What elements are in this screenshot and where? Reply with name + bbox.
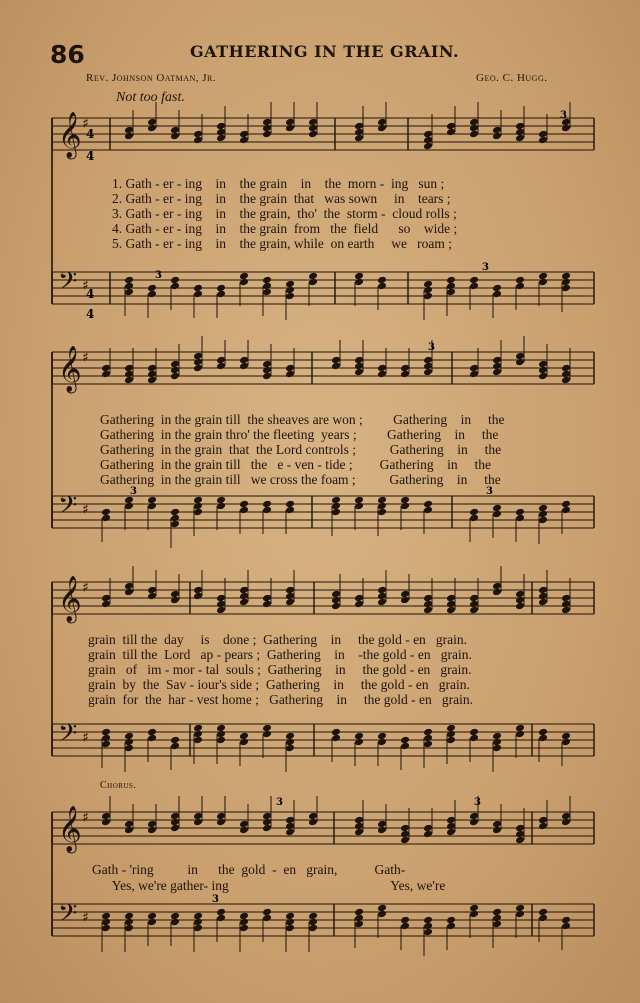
chorus-label: Chorus. — [100, 780, 137, 791]
note-head — [354, 600, 364, 609]
note-head — [492, 132, 502, 141]
tempo-marking: Not too fast. — [116, 90, 185, 105]
verse-line: 3. Gath - er - ing in the grain, tho' the storm - cloud rolls ; — [112, 206, 457, 221]
treble-clef-icon: 𝄞 — [58, 576, 82, 622]
note-head — [101, 370, 111, 379]
bass-clef-icon: 𝄢 — [58, 491, 78, 526]
tuplet-mark: 3 — [482, 262, 489, 273]
note-head — [423, 928, 433, 937]
tuplet-mark: 3 — [130, 486, 137, 497]
note-head — [308, 818, 318, 827]
note-head — [216, 134, 226, 143]
note-head — [147, 290, 157, 299]
note-head — [400, 742, 410, 751]
verse-line: 4. Gath - er - ing in the grain from the field so wide ; — [112, 221, 458, 236]
note-head — [239, 924, 249, 933]
verse-line: grain for the har - vest home ; Gathering in the gold - en grain. — [88, 692, 474, 707]
note-head — [538, 516, 548, 525]
note-head — [170, 132, 180, 141]
verse-line: Gathering in the grain thro' the fleeting years ; Gathering in the — [100, 427, 499, 442]
note-head — [193, 736, 203, 745]
note-head — [423, 292, 433, 301]
note-head — [216, 818, 226, 827]
note-head — [561, 818, 571, 827]
note-head — [377, 910, 387, 919]
note-head — [561, 376, 571, 385]
note-head — [538, 914, 548, 923]
key-sharp-icon: ♯ — [82, 350, 89, 366]
tuplet-mark: 3 — [155, 270, 162, 281]
verse-line: Gathering in the grain till the sheaves are won ; Gathering in the — [100, 412, 505, 427]
verse-line: 5. Gath - er - ing in the grain, while on earth we roam ; — [112, 236, 453, 251]
note-head — [216, 914, 226, 923]
treble-clef-icon: 𝄞 — [58, 112, 82, 158]
note-head — [147, 918, 157, 927]
note-head — [216, 290, 226, 299]
note-head — [469, 130, 479, 139]
note-head — [446, 128, 456, 137]
note-head — [239, 278, 249, 287]
note-head — [101, 924, 111, 933]
note-head — [538, 822, 548, 831]
note-head — [331, 734, 341, 743]
verse-line: Gathering in the grain till we cross the foam ; Gathering in the — [100, 472, 501, 487]
note-head — [400, 370, 410, 379]
tuplet-mark: 3 — [276, 797, 283, 808]
note-head — [193, 508, 203, 517]
note-head — [561, 284, 571, 293]
note-head — [515, 282, 525, 291]
note-head — [262, 372, 272, 381]
note-head — [377, 124, 387, 133]
note-head — [170, 824, 180, 833]
note-head — [331, 602, 341, 611]
note-head — [377, 826, 387, 835]
note-head — [285, 124, 295, 133]
note-head — [515, 730, 525, 739]
note-head — [469, 606, 479, 615]
note-head — [538, 598, 548, 607]
note-head — [423, 740, 433, 749]
note-head — [354, 920, 364, 929]
note-head — [515, 134, 525, 143]
note-head — [561, 506, 571, 515]
key-sharp-icon: ♯ — [82, 502, 89, 518]
note-head — [193, 818, 203, 827]
note-head — [515, 514, 525, 523]
tuplet-mark: 3 — [486, 486, 493, 497]
note-head — [561, 124, 571, 133]
note-head — [469, 910, 479, 919]
note-head — [285, 370, 295, 379]
note-head — [377, 598, 387, 607]
note-head — [492, 920, 502, 929]
note-head — [423, 606, 433, 615]
note-head — [377, 508, 387, 517]
composer-credit: Geo. C. Hugg. — [476, 72, 548, 84]
key-sharp-icon: ♯ — [82, 580, 89, 596]
bass-clef-icon: 𝄢 — [58, 719, 78, 754]
note-head — [216, 502, 226, 511]
note-head — [147, 734, 157, 743]
note-head — [469, 818, 479, 827]
note-head — [124, 376, 134, 385]
note-head — [262, 288, 272, 297]
note-head — [446, 606, 456, 615]
note-head — [446, 288, 456, 297]
note-head — [354, 134, 364, 143]
note-head — [262, 130, 272, 139]
note-head — [101, 600, 111, 609]
note-head — [354, 368, 364, 377]
tuplet-mark: 3 — [560, 110, 567, 121]
note-head — [262, 600, 272, 609]
note-head — [446, 922, 456, 931]
note-head — [170, 742, 180, 751]
note-head — [124, 924, 134, 933]
note-head — [423, 506, 433, 515]
bass-time-signature-bottom: 4 — [86, 307, 95, 321]
note-head — [216, 362, 226, 371]
note-head — [216, 736, 226, 745]
bass-time-signature-top: 4 — [86, 287, 95, 301]
note-head — [285, 292, 295, 301]
note-head — [147, 592, 157, 601]
note-head — [193, 924, 203, 933]
verse-line: Gathering in the grain till the e - ven - tide ; Gathering in the — [100, 457, 492, 472]
lyricist-credit: Rev. Johnson Oatman, Jr. — [86, 72, 217, 84]
note-head — [285, 506, 295, 515]
note-head — [147, 826, 157, 835]
key-sharp-icon: ♯ — [82, 730, 89, 746]
note-head — [262, 730, 272, 739]
note-head — [400, 922, 410, 931]
note-head — [446, 736, 456, 745]
note-head — [124, 588, 134, 597]
note-head — [124, 502, 134, 511]
time-signature-bottom: 4 — [86, 149, 95, 163]
note-head — [538, 136, 548, 145]
verse-line: Gathering in the grain that the Lord controls ; Gathering in the — [100, 442, 502, 457]
verse-line: grain till the Lord ap - pears ; Gathering in -the gold - en grain. — [88, 647, 472, 662]
note-head — [239, 738, 249, 747]
bass-clef-icon: 𝄢 — [58, 267, 78, 302]
note-head — [423, 142, 433, 151]
note-head — [193, 136, 203, 145]
note-head — [170, 282, 180, 291]
note-head — [101, 740, 111, 749]
note-head — [377, 738, 387, 747]
chorus-line: Yes, we're gather- ing Yes, we're — [92, 878, 446, 893]
verse-line: grain by the Sav - iour's side ; Gathering in the gold - en grain. — [88, 677, 470, 692]
note-head — [561, 606, 571, 615]
note-head — [285, 924, 295, 933]
note-head — [193, 290, 203, 299]
tuplet-mark: 3 — [474, 797, 481, 808]
note-head — [446, 828, 456, 837]
note-head — [492, 290, 502, 299]
note-head — [331, 508, 341, 517]
note-head — [101, 818, 111, 827]
note-head — [400, 836, 410, 845]
note-head — [239, 826, 249, 835]
note-head — [561, 738, 571, 747]
key-sharp-icon: ♯ — [82, 810, 89, 826]
note-head — [147, 502, 157, 511]
hymn-title: GATHERING IN THE GRAIN. — [190, 42, 460, 61]
note-head — [193, 592, 203, 601]
note-head — [239, 136, 249, 145]
note-head — [101, 514, 111, 523]
tuplet-mark: 3 — [428, 342, 435, 353]
note-head — [377, 370, 387, 379]
note-head — [354, 738, 364, 747]
note-head — [239, 362, 249, 371]
note-head — [170, 520, 180, 529]
note-head — [308, 130, 318, 139]
note-head — [538, 372, 548, 381]
note-head — [170, 372, 180, 381]
tuplet-mark: 3 — [212, 894, 219, 905]
note-head — [124, 744, 134, 753]
note-head — [469, 282, 479, 291]
note-head — [492, 510, 502, 519]
note-head — [469, 370, 479, 379]
verse-line: grain of im - mor - tal souls ; Gathering in the gold - en grain. — [88, 662, 472, 677]
note-head — [423, 368, 433, 377]
note-head — [147, 376, 157, 385]
note-head — [216, 606, 226, 615]
note-head — [262, 506, 272, 515]
page-number: 86 — [50, 40, 85, 69]
note-head — [354, 278, 364, 287]
note-head — [285, 744, 295, 753]
verse-line: grain till the day is done ; Gathering in the gold - en grain. — [88, 632, 468, 647]
time-signature-top: 4 — [86, 127, 95, 141]
note-head — [354, 502, 364, 511]
treble-clef-icon: 𝄞 — [58, 806, 82, 852]
note-head — [469, 514, 479, 523]
note-head — [377, 282, 387, 291]
note-head — [308, 278, 318, 287]
note-head — [492, 368, 502, 377]
chorus-line: Gath - 'ring in the gold - en grain, Gath- — [92, 862, 406, 877]
note-head — [193, 364, 203, 373]
note-head — [400, 502, 410, 511]
key-sharp-icon: ♯ — [82, 116, 89, 132]
bass-clef-icon: 𝄢 — [58, 899, 78, 934]
note-head — [423, 830, 433, 839]
note-head — [308, 924, 318, 933]
note-head — [285, 598, 295, 607]
note-head — [538, 734, 548, 743]
note-head — [124, 132, 134, 141]
note-head — [239, 506, 249, 515]
note-head — [170, 918, 180, 927]
note-head — [515, 358, 525, 367]
note-head — [515, 602, 525, 611]
note-head — [400, 596, 410, 605]
note-head — [331, 362, 341, 371]
note-head — [262, 824, 272, 833]
note-head — [124, 288, 134, 297]
note-head — [354, 828, 364, 837]
note-head — [124, 826, 134, 835]
note-head — [469, 734, 479, 743]
note-head — [492, 588, 502, 597]
note-head — [515, 836, 525, 845]
note-head — [147, 124, 157, 133]
key-sharp-icon: ♯ — [82, 910, 89, 926]
verse-line: 2. Gath - er - ing in the grain that was sown in tears ; — [112, 191, 451, 206]
note-head — [170, 596, 180, 605]
note-head — [285, 828, 295, 837]
key-sharp-icon: ♯ — [82, 278, 89, 294]
treble-clef-icon: 𝄞 — [58, 346, 82, 392]
note-head — [239, 598, 249, 607]
note-head — [561, 922, 571, 931]
verse-line: 1. Gath - er - ing in the grain in the morn - ing sun ; — [112, 176, 445, 191]
note-head — [492, 744, 502, 753]
note-head — [492, 826, 502, 835]
note-head — [515, 910, 525, 919]
note-head — [538, 278, 548, 287]
note-head — [262, 914, 272, 923]
